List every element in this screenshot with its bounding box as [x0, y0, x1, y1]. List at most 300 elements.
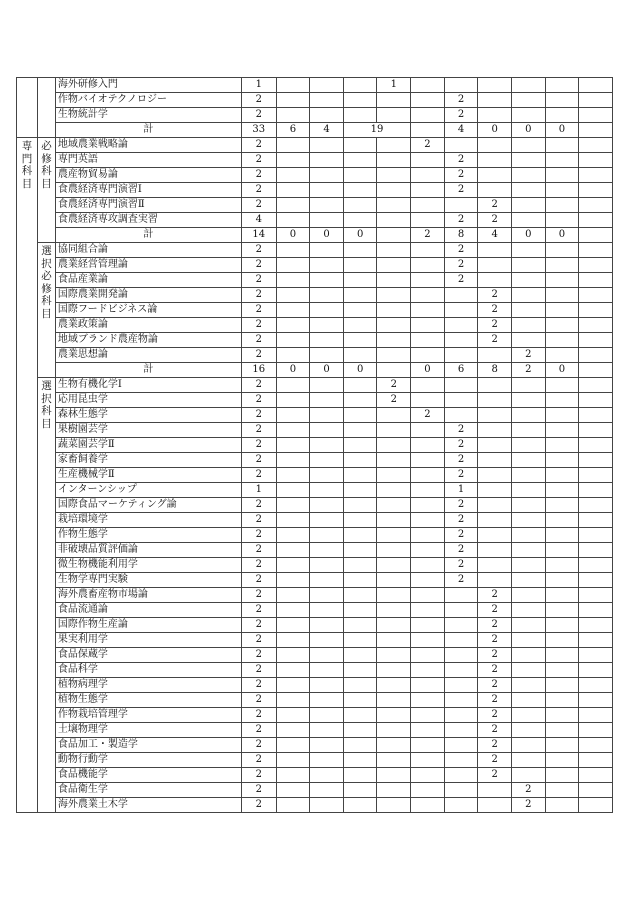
- credit-cell: [545, 693, 579, 708]
- total-cell: 0: [310, 228, 344, 243]
- subcategory-cell: [38, 123, 56, 138]
- credit-cell: [444, 798, 478, 813]
- credit-cell: 2: [241, 153, 276, 168]
- credit-cell: [411, 243, 445, 258]
- credit-cell: [545, 738, 579, 753]
- credit-cell: [411, 543, 445, 558]
- credit-cell: [377, 498, 411, 513]
- remarks-cell: [579, 123, 613, 138]
- credit-cell: [343, 318, 377, 333]
- remarks-cell: [579, 453, 613, 468]
- credit-cell: [511, 153, 545, 168]
- credit-cell: [343, 693, 377, 708]
- credit-cell: [377, 108, 411, 123]
- credit-cell: 2: [444, 468, 478, 483]
- total-cell: 0: [545, 228, 579, 243]
- credit-cell: 2: [478, 303, 512, 318]
- credit-cell: [411, 198, 445, 213]
- credit-cell: [276, 408, 310, 423]
- credit-cell: [310, 648, 344, 663]
- credit-cell: [545, 153, 579, 168]
- credit-cell: [276, 498, 310, 513]
- credit-cell: [511, 378, 545, 393]
- credit-cell: [511, 633, 545, 648]
- credit-cell: [511, 648, 545, 663]
- credit-cell: [377, 243, 411, 258]
- course-name: 国際作物生産論: [55, 618, 241, 633]
- remarks-cell: [579, 588, 613, 603]
- remarks-cell: [579, 423, 613, 438]
- total-cell: 19: [343, 123, 410, 138]
- credit-cell: [276, 183, 310, 198]
- total-cell: [377, 363, 411, 378]
- credit-cell: [276, 348, 310, 363]
- course-row: [17, 768, 613, 783]
- total-cell: 4: [310, 123, 344, 138]
- credit-cell: [310, 258, 344, 273]
- credit-cell: [411, 393, 445, 408]
- credit-cell: [478, 153, 512, 168]
- credit-cell: [377, 678, 411, 693]
- credit-cell: [310, 558, 344, 573]
- course-name: インターンシップ: [55, 483, 241, 498]
- remarks-cell: [579, 138, 613, 153]
- course-row: [17, 603, 613, 618]
- credit-cell: [310, 483, 344, 498]
- credit-cell: 2: [241, 768, 276, 783]
- credit-cell: [276, 558, 310, 573]
- credit-cell: 2: [241, 528, 276, 543]
- credit-cell: [343, 303, 377, 318]
- category-cell: [17, 78, 38, 93]
- credit-cell: [377, 303, 411, 318]
- credit-cell: [377, 288, 411, 303]
- credit-cell: [276, 768, 310, 783]
- credit-cell: [276, 378, 310, 393]
- remarks-cell: [579, 78, 613, 93]
- credit-cell: 2: [478, 333, 512, 348]
- credit-cell: 2: [241, 738, 276, 753]
- credit-cell: [545, 258, 579, 273]
- credit-cell: 2: [444, 153, 478, 168]
- course-row: [17, 333, 613, 348]
- credit-cell: [276, 393, 310, 408]
- credit-cell: [545, 798, 579, 813]
- credit-cell: [343, 453, 377, 468]
- course-row: [17, 678, 613, 693]
- credit-cell: [377, 198, 411, 213]
- credit-cell: 2: [241, 393, 276, 408]
- course-row: [17, 213, 613, 228]
- remarks-cell: [579, 213, 613, 228]
- credit-cell: [343, 528, 377, 543]
- credit-cell: [377, 738, 411, 753]
- remarks-cell: [579, 363, 613, 378]
- credit-cell: 2: [241, 558, 276, 573]
- total-cell: 0: [310, 363, 344, 378]
- credit-cell: [377, 423, 411, 438]
- credit-cell: [343, 393, 377, 408]
- credit-cell: [411, 633, 445, 648]
- credit-cell: [276, 798, 310, 813]
- credit-cell: [343, 633, 377, 648]
- credit-cell: [343, 138, 377, 153]
- course-name: 国際食品マーケティング論: [55, 498, 241, 513]
- credit-cell: [411, 183, 445, 198]
- credit-cell: [411, 528, 445, 543]
- credit-cell: 2: [241, 633, 276, 648]
- credit-cell: 2: [478, 693, 512, 708]
- course-name: 食農経済専攻調査実習: [55, 213, 241, 228]
- course-name: 作物栽培管理学: [55, 708, 241, 723]
- credit-cell: [377, 558, 411, 573]
- credit-cell: [276, 138, 310, 153]
- credit-cell: [478, 513, 512, 528]
- credit-cell: [511, 618, 545, 633]
- credit-cell: [276, 708, 310, 723]
- credit-cell: 2: [241, 438, 276, 453]
- credit-cell: [276, 618, 310, 633]
- total-cell: 2: [411, 228, 445, 243]
- credit-cell: [411, 303, 445, 318]
- credit-cell: [310, 603, 344, 618]
- credit-cell: 2: [241, 288, 276, 303]
- credit-cell: 2: [478, 318, 512, 333]
- credit-cell: 2: [241, 138, 276, 153]
- course-name: 専門英語: [55, 153, 241, 168]
- credit-cell: [545, 423, 579, 438]
- credit-cell: [444, 303, 478, 318]
- credit-cell: 2: [241, 453, 276, 468]
- credit-cell: [411, 483, 445, 498]
- course-name: 農業経営管理論: [55, 258, 241, 273]
- credit-cell: 2: [444, 543, 478, 558]
- course-row: [17, 663, 613, 678]
- credit-cell: 2: [444, 183, 478, 198]
- credit-cell: [444, 618, 478, 633]
- total-cell: [411, 123, 445, 138]
- course-name: 植物病理学: [55, 678, 241, 693]
- credit-cell: [377, 513, 411, 528]
- course-row: [17, 798, 613, 813]
- credit-cell: [411, 108, 445, 123]
- credit-cell: [310, 543, 344, 558]
- credit-cell: 2: [241, 243, 276, 258]
- credit-cell: [511, 663, 545, 678]
- credit-cell: [310, 573, 344, 588]
- credit-cell: [310, 318, 344, 333]
- credit-cell: [377, 633, 411, 648]
- credit-cell: [343, 708, 377, 723]
- credit-cell: [545, 243, 579, 258]
- total-label: 計: [55, 123, 241, 138]
- credit-cell: [343, 273, 377, 288]
- credit-cell: 2: [241, 168, 276, 183]
- credit-cell: 2: [241, 678, 276, 693]
- credit-cell: [276, 288, 310, 303]
- credit-cell: [444, 768, 478, 783]
- course-row: [17, 108, 613, 123]
- credit-cell: [343, 213, 377, 228]
- remarks-cell: [579, 708, 613, 723]
- remarks-cell: [579, 528, 613, 543]
- course-name: 作物バイオテクノロジー: [55, 93, 241, 108]
- credit-cell: [310, 693, 344, 708]
- credit-cell: [545, 483, 579, 498]
- credit-cell: [310, 753, 344, 768]
- credit-cell: [478, 273, 512, 288]
- credit-cell: 2: [478, 678, 512, 693]
- credit-cell: [545, 528, 579, 543]
- remarks-cell: [579, 603, 613, 618]
- credit-cell: [411, 213, 445, 228]
- remarks-cell: [579, 288, 613, 303]
- credit-cell: [545, 753, 579, 768]
- credit-cell: [343, 438, 377, 453]
- credit-cell: [411, 93, 445, 108]
- credit-cell: [343, 183, 377, 198]
- credit-cell: [511, 198, 545, 213]
- remarks-cell: [579, 393, 613, 408]
- credit-cell: 2: [241, 333, 276, 348]
- credit-cell: [545, 303, 579, 318]
- credit-cell: 2: [241, 378, 276, 393]
- credit-cell: [343, 483, 377, 498]
- credit-cell: [343, 588, 377, 603]
- remarks-cell: [579, 768, 613, 783]
- credit-cell: [411, 453, 445, 468]
- course-row: [17, 738, 613, 753]
- credit-cell: [377, 603, 411, 618]
- remarks-cell: [579, 198, 613, 213]
- credit-cell: [444, 723, 478, 738]
- credit-cell: 2: [377, 378, 411, 393]
- credit-cell: 2: [241, 108, 276, 123]
- credit-cell: [310, 588, 344, 603]
- credit-cell: [511, 333, 545, 348]
- credit-cell: 2: [241, 183, 276, 198]
- credit-cell: 1: [241, 78, 276, 93]
- credit-cell: 2: [241, 303, 276, 318]
- total-label: 計: [55, 228, 241, 243]
- course-name: 食品加工・製造学: [55, 738, 241, 753]
- credit-cell: [343, 618, 377, 633]
- credit-cell: [545, 558, 579, 573]
- credit-cell: 2: [478, 768, 512, 783]
- remarks-cell: [579, 558, 613, 573]
- credit-cell: [276, 153, 310, 168]
- credit-cell: [310, 633, 344, 648]
- credit-cell: [411, 573, 445, 588]
- credit-cell: [310, 183, 344, 198]
- credit-cell: [411, 423, 445, 438]
- credit-cell: 2: [478, 213, 512, 228]
- course-name: 海外農業土木学: [55, 798, 241, 813]
- credit-cell: [276, 108, 310, 123]
- credit-cell: [511, 423, 545, 438]
- credit-cell: [545, 333, 579, 348]
- credit-cell: [545, 633, 579, 648]
- credit-cell: 2: [241, 708, 276, 723]
- credit-cell: [310, 333, 344, 348]
- credit-cell: [411, 438, 445, 453]
- credit-cell: [478, 258, 512, 273]
- credit-cell: [511, 288, 545, 303]
- credit-cell: [377, 438, 411, 453]
- credit-cell: [411, 708, 445, 723]
- credit-cell: [545, 498, 579, 513]
- credit-cell: [511, 693, 545, 708]
- credit-cell: 2: [444, 513, 478, 528]
- credit-cell: [545, 288, 579, 303]
- course-name: 食品衛生学: [55, 783, 241, 798]
- credit-cell: [276, 678, 310, 693]
- credit-cell: 2: [444, 573, 478, 588]
- course-name: 食農経済専門演習Ⅱ: [55, 198, 241, 213]
- credit-cell: 2: [444, 273, 478, 288]
- remarks-cell: [579, 648, 613, 663]
- credit-cell: 2: [478, 288, 512, 303]
- credit-cell: [310, 798, 344, 813]
- credit-cell: [478, 93, 512, 108]
- credit-cell: [310, 738, 344, 753]
- credit-cell: [411, 663, 445, 678]
- course-name: 食品保蔵学: [55, 648, 241, 663]
- course-row: [17, 138, 613, 153]
- remarks-cell: [579, 663, 613, 678]
- total-label: 計: [55, 363, 241, 378]
- total-row: [17, 228, 613, 243]
- course-name: 食農経済専門演習Ⅰ: [55, 183, 241, 198]
- total-cell: 14: [241, 228, 276, 243]
- credit-cell: [511, 108, 545, 123]
- credit-cell: [511, 513, 545, 528]
- credit-cell: [343, 648, 377, 663]
- credit-cell: 2: [241, 588, 276, 603]
- remarks-cell: [579, 633, 613, 648]
- credit-cell: [411, 588, 445, 603]
- credit-cell: [343, 663, 377, 678]
- credit-cell: [276, 258, 310, 273]
- remarks-cell: [579, 93, 613, 108]
- credit-cell: [377, 588, 411, 603]
- credit-cell: 2: [444, 108, 478, 123]
- credit-cell: [511, 438, 545, 453]
- credit-cell: [511, 258, 545, 273]
- course-name: 土壌物理学: [55, 723, 241, 738]
- total-cell: 33: [241, 123, 276, 138]
- total-cell: 2: [511, 363, 545, 378]
- course-name: 地域農業戦略論: [55, 138, 241, 153]
- credit-cell: [343, 288, 377, 303]
- total-cell: 0: [545, 363, 579, 378]
- credit-cell: [377, 318, 411, 333]
- course-row: [17, 288, 613, 303]
- remarks-cell: [579, 153, 613, 168]
- course-row: [17, 318, 613, 333]
- total-cell: 6: [276, 123, 310, 138]
- credit-cell: [276, 543, 310, 558]
- credit-cell: 2: [478, 633, 512, 648]
- course-name: 非破壊品質評価論: [55, 543, 241, 558]
- credit-cell: [545, 603, 579, 618]
- remarks-cell: [579, 693, 613, 708]
- course-name: 果実利用学: [55, 633, 241, 648]
- credit-cell: [411, 78, 445, 93]
- credit-cell: [511, 468, 545, 483]
- credit-cell: [310, 663, 344, 678]
- credit-cell: 2: [444, 168, 478, 183]
- remarks-cell: [579, 543, 613, 558]
- credit-cell: [276, 753, 310, 768]
- credit-cell: [310, 198, 344, 213]
- credit-cell: [377, 798, 411, 813]
- credit-cell: [310, 243, 344, 258]
- credit-cell: [411, 378, 445, 393]
- credit-cell: [545, 708, 579, 723]
- credit-cell: 2: [241, 693, 276, 708]
- credit-cell: [444, 288, 478, 303]
- credit-cell: [377, 663, 411, 678]
- course-name: 植物生態学: [55, 693, 241, 708]
- credit-cell: [377, 258, 411, 273]
- credit-cell: 2: [411, 408, 445, 423]
- credit-cell: 2: [241, 603, 276, 618]
- credit-cell: [478, 423, 512, 438]
- credit-cell: [545, 543, 579, 558]
- credit-cell: [478, 468, 512, 483]
- credit-cell: [411, 768, 445, 783]
- credit-cell: [545, 348, 579, 363]
- credit-cell: [377, 708, 411, 723]
- remarks-cell: [579, 408, 613, 423]
- credit-cell: [343, 108, 377, 123]
- credit-cell: [343, 543, 377, 558]
- credit-cell: [276, 513, 310, 528]
- course-row: [17, 348, 613, 363]
- credit-cell: [343, 783, 377, 798]
- credit-cell: [276, 588, 310, 603]
- credit-cell: [545, 168, 579, 183]
- credit-cell: [511, 753, 545, 768]
- credit-cell: [343, 168, 377, 183]
- credit-cell: [377, 93, 411, 108]
- credit-cell: [511, 78, 545, 93]
- credit-cell: 2: [241, 723, 276, 738]
- course-row: [17, 438, 613, 453]
- credit-cell: [545, 393, 579, 408]
- credit-cell: [343, 723, 377, 738]
- course-name: 農業政策論: [55, 318, 241, 333]
- credit-cell: [377, 528, 411, 543]
- credit-cell: [411, 738, 445, 753]
- credit-cell: [310, 273, 344, 288]
- credit-cell: [545, 648, 579, 663]
- credit-cell: [310, 438, 344, 453]
- credit-cell: [343, 798, 377, 813]
- credit-cell: [545, 108, 579, 123]
- credit-cell: [377, 753, 411, 768]
- course-name: 応用昆虫学: [55, 393, 241, 408]
- total-cell: 0: [276, 363, 310, 378]
- credit-cell: [310, 393, 344, 408]
- category-label-senmon: 専 門 科 目: [17, 138, 38, 813]
- subcategory-cell: [38, 93, 56, 108]
- credit-cell: [511, 393, 545, 408]
- credit-cell: [276, 303, 310, 318]
- credit-cell: [478, 453, 512, 468]
- credit-cell: [343, 603, 377, 618]
